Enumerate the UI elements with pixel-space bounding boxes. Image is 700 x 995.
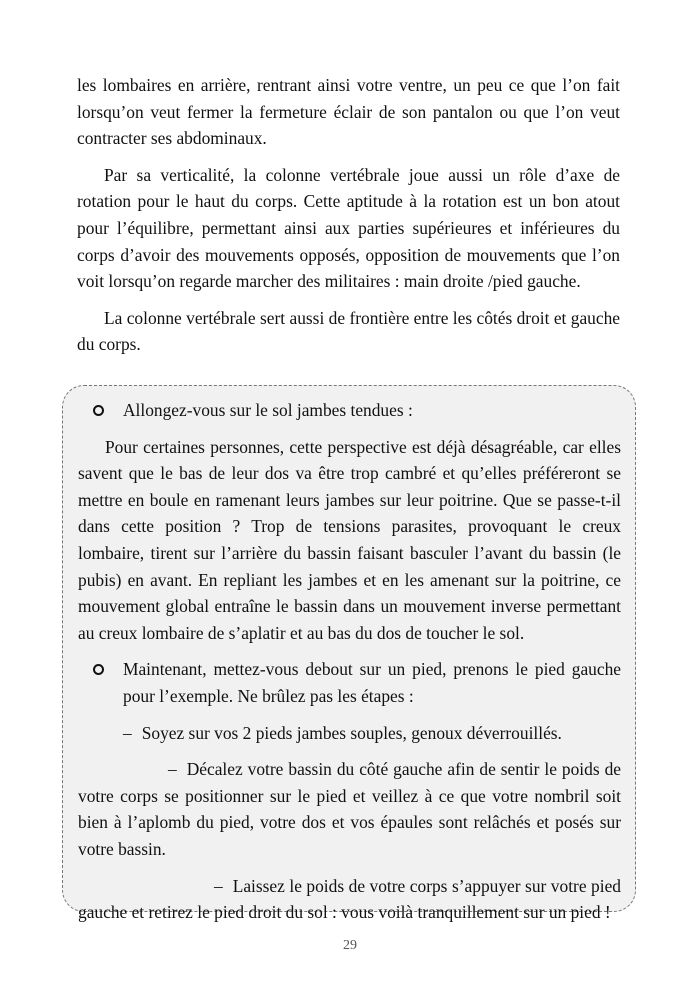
dash-icon: – <box>214 875 223 896</box>
dash-icon: – <box>168 759 177 780</box>
step-text: Décalez votre bassin du côté gauche afin de sentir le poids de votre corps se positionner sur le pied et veillez à ce que votre nombril soit bien à l’aplomb du pied, votre dos et vos épaules sont relâchés et posés sur votre bassin. <box>78 759 621 859</box>
page-number: 29 <box>343 938 357 953</box>
bullet-item <box>78 397 621 424</box>
paragraph: La colonne vertébrale sert aussi de frontière entre les côtés droit et gauche du corps. <box>77 307 620 355</box>
circle-bullet-icon <box>93 664 104 675</box>
main-text <box>77 72 620 368</box>
step-item <box>78 873 621 926</box>
exercise-box <box>62 385 636 923</box>
step-item <box>78 720 621 747</box>
dash-icon: – <box>123 722 132 743</box>
step-text: Soyez sur vos 2 pieds jambes souples, genoux déverrouillés. <box>141 722 562 743</box>
step-item <box>78 756 621 862</box>
step-text: Laissez le poids de votre corps s’appuyer sur votre pied gauche et retirez le pied droit du sol : vous voilà tranquillement sur un pied ! <box>78 875 621 923</box>
circle-bullet-icon <box>93 405 104 416</box>
paragraph: Par sa verticalité, la colonne vertébrale joue aussi un rôle d’axe de rotation pour le haut du corps. Cette aptitude à la rotation est un bon atout pour l’équilibre, permettant ainsi aux parties supérieures et inférieures du corps d’avoir des mouvements opposés, opposition de mouvements que l’on voit lorsqu’on regarde marcher des militaires : main droite /pied gauche. <box>77 164 620 292</box>
paragraph: les lombaires en arrière, rentrant ainsi votre ventre, un peu ce que l’on fait lorsqu’on veut fermer la fermeture éclair de son pantalon ou que l’on veut contracter ses abdominaux. <box>77 75 620 149</box>
bullet-text: Maintenant, mettez-vous debout sur un pied, prenons le pied gauche pour l’exemple. Ne brûlez pas les étapes : <box>123 659 621 706</box>
paragraph: Pour certaines personnes, cette perspective est déjà désagréable, car elles savent que le bas de leur dos va être trop cambré et qu’elles préféreront se mettre en boule en ramenant leurs jambes sur leur poitrine. Que se passe-t-il dans cette position ? Trop de tensions parasites, provoquant le creux lombaire, tirent sur l’arrière du bassin faisant basculer l’avant du bassin (le pubis) en avant. En repliant les jambes et en les amenant sur la poitrine, ce mouvement global entraîne le bassin dans un mouvement inverse permettant au creux lombaire de s’aplatir et au bas du dos de toucher le sol. <box>78 436 621 643</box>
bullet-item <box>78 656 621 709</box>
bullet-text: Allongez-vous sur le sol jambes tendues : <box>123 400 413 420</box>
